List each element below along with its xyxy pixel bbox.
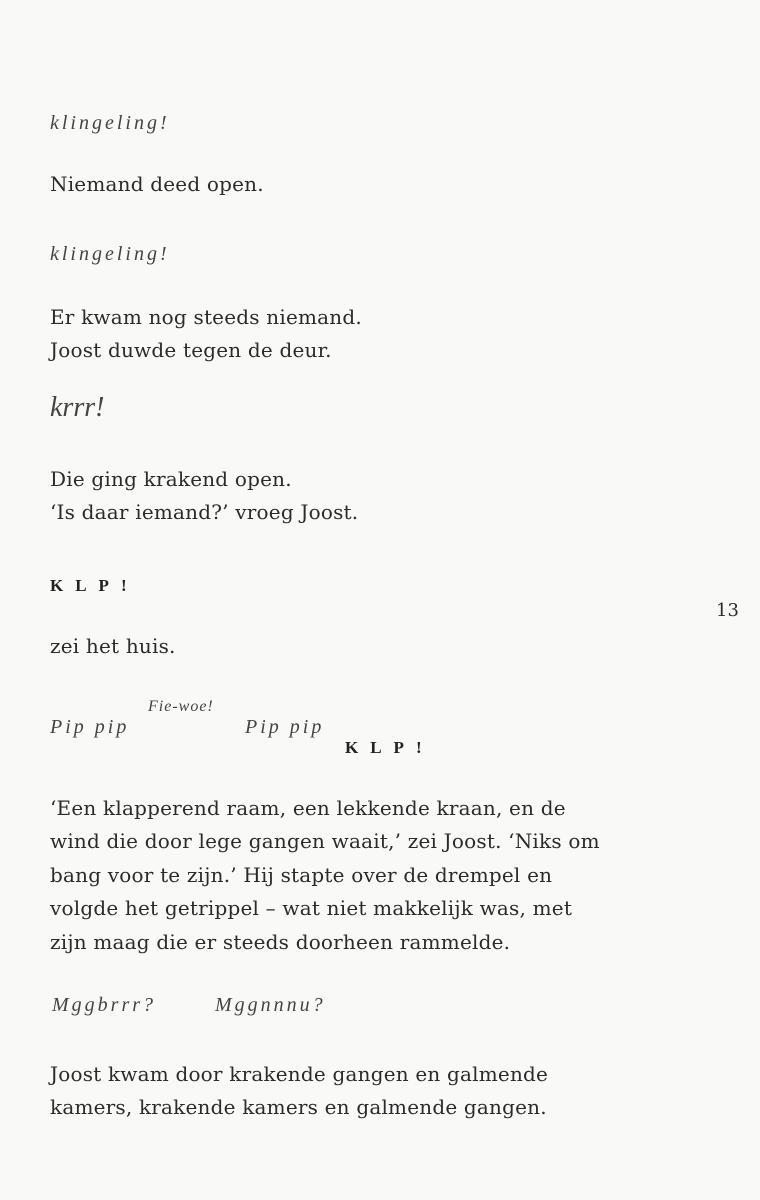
sound-klp: KLP! [50, 576, 139, 595]
sound-klp: KLP! [345, 738, 434, 757]
sound-mgbr: Mggbrrr? [52, 994, 157, 1016]
text-line: bang voor te zijn.’ Hij stapte over de drempel en [50, 863, 553, 887]
sound-krrr: krrr! [50, 392, 105, 423]
text-line: ‘Is daar iemand?’ vroeg Joost. [50, 500, 359, 524]
text-line: wind die door lege gangen waait,’ zei Joost. ‘Niks om [50, 829, 600, 853]
text-line: zijn maag die er steeds doorheen rammelde. [50, 930, 511, 954]
sound-fiewoe: Fie-woe! [148, 698, 214, 715]
text-line: zei het huis. [50, 634, 176, 658]
sound-pippip: Pip pip [50, 716, 130, 738]
sound-klingeling: klingeling! [50, 243, 170, 265]
text-line: Die ging krakend open. [50, 467, 292, 491]
text-line: Joost kwam door krakende gangen en galmende [50, 1062, 549, 1086]
sound-klingeling: klingeling! [50, 112, 170, 134]
text-line: kamers, krakende kamers en galmende gangen. [50, 1095, 547, 1119]
text-line: Er kwam nog steeds niemand. [50, 305, 362, 329]
sound-mgnnu: Mggnnnu? [215, 994, 326, 1016]
text-line: ‘Een klapperend raam, een lekkende kraan, en de [50, 796, 566, 820]
text-line: Niemand deed open. [50, 172, 264, 196]
sound-pippip: Pip pip [245, 716, 325, 738]
page-number: 13 [716, 600, 739, 621]
text-line: Joost duwde tegen de deur. [50, 338, 332, 362]
text-line: volgde het getrippel – wat niet makkelijk was, met [50, 896, 573, 920]
